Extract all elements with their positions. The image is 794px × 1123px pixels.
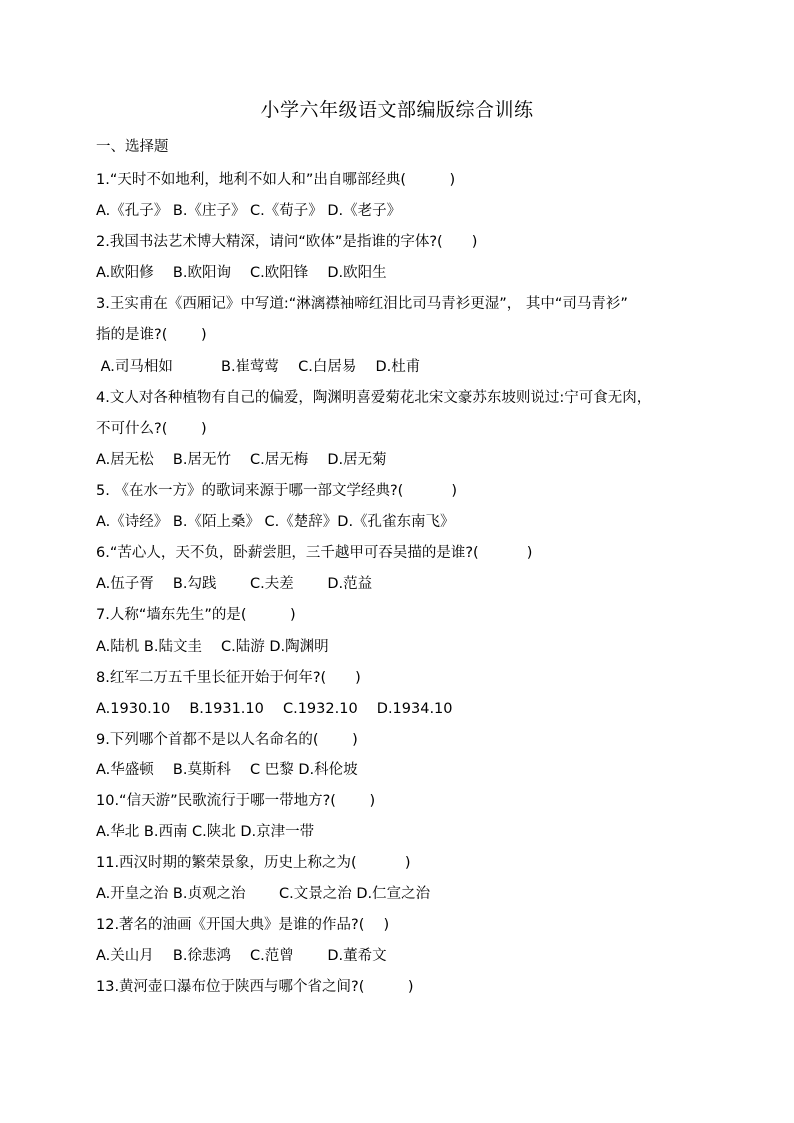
question-4-cont: 不可什么?( ) (96, 421, 207, 437)
question-9: 9.下列哪个首都不是以人名命名的( ) (96, 732, 358, 748)
question-8: 8.红军二万五千里长征开始于何年?( ) (96, 670, 361, 686)
options-3: A.司马相如 B.崔莺莺 C.白居易 D.杜甫 (96, 359, 421, 375)
options-2: A.欧阳修 B.欧阳询 C.欧阳锋 D.欧阳生 (96, 265, 387, 281)
document-title: 小学六年级语文部编版综合训练 (260, 99, 534, 121)
options-9: A.华盛顿 B.莫斯科 C 巴黎 D.科伦坡 (96, 762, 358, 778)
question-4: 4.文人对各种植物有自己的偏爱，陶渊明喜爱菊花北宋文豪苏东坡则说过:宁可食无肉， (96, 390, 652, 406)
question-2: 2.我国书法艺术博大精深，请问“欧体”是指谁的字体?( ) (96, 234, 478, 250)
question-13: 13.黄河壶口瀑布位于陕西与哪个省之间?( ) (96, 979, 414, 995)
options-4: A.居无松 B.居无竹 C.居无梅 D.居无菊 (96, 452, 387, 468)
question-1: 1.“天时不如地利，地利不如人和”出自哪部经典( ) (96, 172, 456, 188)
options-11: A.开皇之治 B.贞观之治 C.文景之治 D.仁宣之治 (96, 886, 431, 902)
options-12: A.关山月 B.徐悲鸿 C.范曾 D.董希文 (96, 948, 387, 964)
options-10: A.华北 B.西南 C.陕北 D.京津一带 (96, 824, 315, 840)
question-6: 6.“苦心人，天不负，卧薪尝胆，三千越甲可吞吴描的是谁?( ) (96, 545, 533, 561)
options-5: A.《诗经》 B.《陌上桑》 C.《楚辞》D.《孔雀东南飞》 (96, 514, 455, 530)
question-5: 5. 《在水一方》的歌词来源于哪一部文学经典?( ) (96, 483, 458, 499)
question-3: 3.王实甫在《西厢记》中写道:“淋漓襟袖啼红泪比司马青衫更湿”， 其中“司马青衫” (96, 296, 628, 312)
options-7: A.陆机 B.陆文圭 C.陆游 D.陶渊明 (96, 639, 329, 655)
options-8: A.1930.10 B.1931.10 C.1932.10 D.1934.10 (96, 701, 453, 717)
question-11: 11.西汉时期的繁荣景象，历史上称之为( ) (96, 855, 411, 871)
question-10: 10.“信天游”民歌流行于哪一带地方?( ) (96, 793, 376, 809)
question-12: 12.著名的油画《开国大典》是谁的作品?( ) (96, 917, 390, 933)
options-1: A.《孔子》 B.《庄子》 C.《荀子》 D.《老子》 (96, 203, 402, 219)
options-6: A.伍子胥 B.勾践 C.夫差 D.范益 (96, 576, 373, 592)
question-3-cont: 指的是谁?( ) (96, 327, 207, 343)
section-heading: 一、选择题 (96, 139, 169, 155)
question-7: 7.人称“墙东先生”的是( ) (96, 607, 296, 623)
